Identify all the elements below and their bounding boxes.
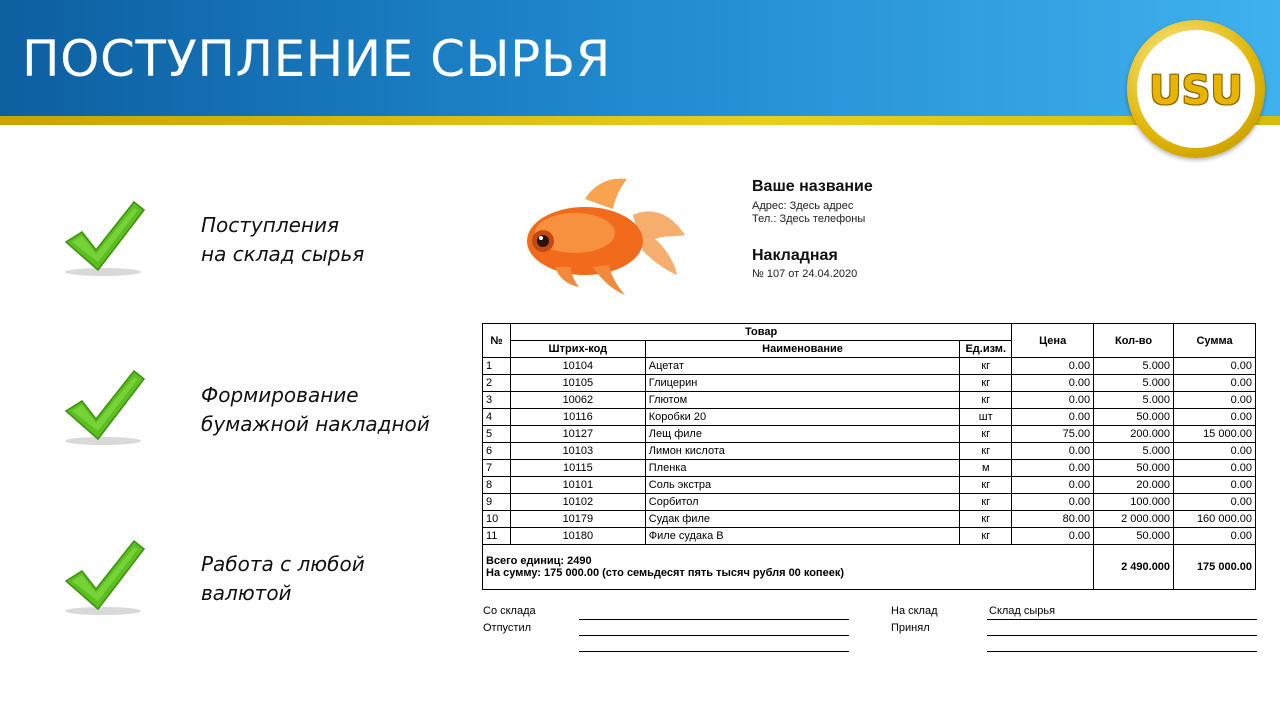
row-barcode: 10127: [510, 426, 645, 443]
row-barcode: 10180: [510, 528, 645, 545]
invoice-table-body: [483, 358, 1256, 545]
document-number: № 107 от 24.04.2020: [752, 268, 858, 280]
logo-inner-circle: [1137, 30, 1255, 148]
total-sum-text: На сумму: 175 000.00 (сто семьдесят пять тысяч рубля 00 копеек): [486, 567, 844, 579]
signature-line: [987, 635, 1257, 636]
row-sum: 160 000.00: [1174, 511, 1256, 528]
row-price: 0.00: [1012, 528, 1094, 545]
row-num: 8: [483, 477, 511, 494]
row-sum: 0.00: [1174, 460, 1256, 477]
row-unit: кг: [960, 494, 1012, 511]
row-name: Лимон кислота: [645, 443, 959, 460]
total-qty: 2 490.000: [1094, 545, 1174, 590]
document-title: Накладная: [752, 247, 838, 264]
total-units: Всего единиц: 2490: [486, 555, 592, 567]
table-total-row: [483, 545, 1256, 590]
row-price: 75.00: [1012, 426, 1094, 443]
row-num: 1: [483, 358, 511, 375]
row-num: 9: [483, 494, 511, 511]
table-row: [483, 494, 1256, 511]
row-num: 3: [483, 392, 511, 409]
row-sum: 15 000.00: [1174, 426, 1256, 443]
signature-line: [987, 651, 1257, 652]
row-num: 5: [483, 426, 511, 443]
checkmark-icon: [58, 198, 148, 278]
row-name: Филе судака В: [645, 528, 959, 545]
row-price: 80.00: [1012, 511, 1094, 528]
organization-address: Адрес: Здесь адрес: [752, 200, 854, 212]
row-barcode: 10102: [510, 494, 645, 511]
row-unit: кг: [960, 392, 1012, 409]
row-name: Ацетат: [645, 358, 959, 375]
feature-item: [201, 381, 430, 439]
row-unit: кг: [960, 375, 1012, 392]
row-name: Глицерин: [645, 375, 959, 392]
feature-item: [201, 550, 365, 608]
feature-item: [201, 211, 364, 269]
row-barcode: 10116: [510, 409, 645, 426]
row-barcode: 10104: [510, 358, 645, 375]
row-name: Судак филе: [645, 511, 959, 528]
row-sum: 0.00: [1174, 443, 1256, 460]
col-header-name: Наименование: [645, 341, 959, 358]
col-header-sum: Сумма: [1174, 324, 1256, 358]
received-by-label: Принял: [891, 622, 930, 634]
checkmark-icon: [58, 537, 148, 617]
feature-line: на склад сырья: [201, 242, 365, 266]
row-sum: 0.00: [1174, 409, 1256, 426]
row-unit: кг: [960, 358, 1012, 375]
row-num: 7: [483, 460, 511, 477]
row-name: Пленка: [645, 460, 959, 477]
row-price: 0.00: [1012, 409, 1094, 426]
organization-name: Ваше название: [752, 178, 873, 195]
row-qty: 20.000: [1094, 477, 1174, 494]
header-stripe: [0, 116, 1280, 125]
row-qty: 5.000: [1094, 443, 1174, 460]
from-warehouse-label: Со склада: [483, 605, 536, 617]
row-barcode: 10062: [510, 392, 645, 409]
row-barcode: 10105: [510, 375, 645, 392]
row-name: Лещ филе: [645, 426, 959, 443]
row-qty: 50.000: [1094, 528, 1174, 545]
row-unit: м: [960, 460, 1012, 477]
row-price: 0.00: [1012, 443, 1094, 460]
row-num: 11: [483, 528, 511, 545]
row-unit: кг: [960, 477, 1012, 494]
row-barcode: 10115: [510, 460, 645, 477]
row-qty: 2 000.000: [1094, 511, 1174, 528]
table-row: [483, 511, 1256, 528]
table-header-row: [483, 324, 1256, 341]
row-qty: 200.000: [1094, 426, 1174, 443]
signature-line: [579, 651, 849, 652]
organization-phone: Тел.: Здесь телефоны: [752, 213, 866, 225]
row-price: 0.00: [1012, 375, 1094, 392]
checkmark-icon: [58, 367, 148, 447]
feature-line: бумажной накладной: [201, 412, 430, 436]
table-row: [483, 409, 1256, 426]
table-row: [483, 375, 1256, 392]
row-qty: 100.000: [1094, 494, 1174, 511]
row-sum: 0.00: [1174, 375, 1256, 392]
signature-line: [579, 635, 849, 636]
total-summary-cell: [483, 545, 1094, 590]
row-price: 0.00: [1012, 460, 1094, 477]
to-warehouse-label: На склад: [891, 605, 938, 617]
row-price: 0.00: [1012, 358, 1094, 375]
feature-line: Формирование: [201, 383, 359, 407]
row-barcode: 10103: [510, 443, 645, 460]
col-header-num: №: [483, 324, 511, 358]
row-price: 0.00: [1012, 392, 1094, 409]
row-num: 2: [483, 375, 511, 392]
feature-line: валютой: [201, 581, 292, 605]
row-unit: кг: [960, 528, 1012, 545]
col-header-product: Товар: [510, 324, 1011, 341]
row-num: 6: [483, 443, 511, 460]
row-barcode: 10179: [510, 511, 645, 528]
col-header-qty: Кол-во: [1094, 324, 1174, 358]
row-price: 0.00: [1012, 494, 1094, 511]
row-name: Глютом: [645, 392, 959, 409]
row-qty: 5.000: [1094, 358, 1174, 375]
feature-line: Поступления: [201, 213, 340, 237]
logo-text: USU: [1149, 68, 1243, 114]
row-sum: 0.00: [1174, 477, 1256, 494]
row-sum: 0.00: [1174, 392, 1256, 409]
usu-logo: [1127, 20, 1265, 158]
total-sum: 175 000.00: [1174, 545, 1256, 590]
row-unit: шт: [960, 409, 1012, 426]
row-qty: 5.000: [1094, 392, 1174, 409]
row-name: Соль экстра: [645, 477, 959, 494]
row-qty: 5.000: [1094, 375, 1174, 392]
row-num: 4: [483, 409, 511, 426]
row-sum: 0.00: [1174, 528, 1256, 545]
table-row: [483, 460, 1256, 477]
row-sum: 0.00: [1174, 494, 1256, 511]
to-warehouse-value: Склад сырья: [989, 605, 1056, 617]
table-row: [483, 528, 1256, 545]
row-name: Коробки 20: [645, 409, 959, 426]
row-name: Сорбитол: [645, 494, 959, 511]
feature-line: Работа с любой: [201, 552, 365, 576]
row-unit: кг: [960, 511, 1012, 528]
signature-line: [579, 619, 849, 620]
table-row: [483, 426, 1256, 443]
table-row: [483, 477, 1256, 494]
table-row: [483, 392, 1256, 409]
row-price: 0.00: [1012, 477, 1094, 494]
released-by-label: Отпустил: [483, 622, 532, 634]
col-header-unit: Ед.изм.: [960, 341, 1012, 358]
page-title: ПОСТУПЛЕНИЕ СЫРЬЯ: [22, 30, 611, 88]
row-barcode: 10101: [510, 477, 645, 494]
col-header-barcode: Штрих-код: [510, 341, 645, 358]
col-header-price: Цена: [1012, 324, 1094, 358]
row-num: 10: [483, 511, 511, 528]
invoice-table: [482, 323, 1256, 590]
row-qty: 50.000: [1094, 460, 1174, 477]
table-row: [483, 358, 1256, 375]
table-row: [483, 443, 1256, 460]
goldfish-logo-image: [515, 175, 695, 300]
signature-line: [987, 619, 1257, 620]
row-qty: 50.000: [1094, 409, 1174, 426]
row-sum: 0.00: [1174, 358, 1256, 375]
row-unit: кг: [960, 426, 1012, 443]
row-unit: кг: [960, 443, 1012, 460]
